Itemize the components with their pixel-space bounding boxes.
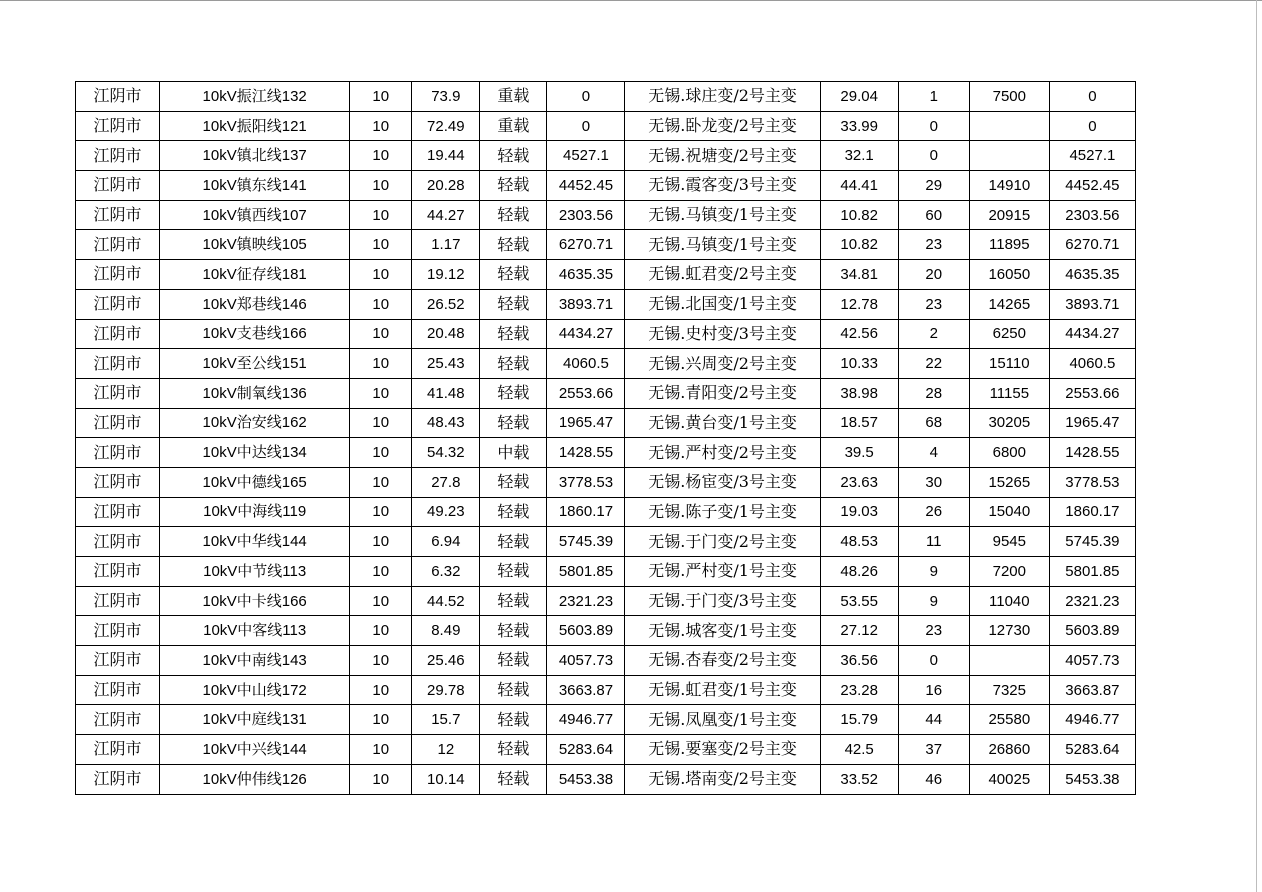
available-capacity-cell: 4946.77	[547, 705, 625, 735]
feeder-line-cell: 10kV振阳线121	[160, 111, 350, 141]
city-cell: 江阴市	[76, 705, 160, 735]
user-count-cell: 9	[898, 586, 969, 616]
transformer-load-cell: 42.56	[820, 319, 898, 349]
voltage-cell: 10	[350, 171, 412, 201]
load-level-cell: 轻载	[480, 319, 547, 349]
feeder-line-cell: 10kV镇西线107	[160, 200, 350, 230]
feeder-line-cell: 10kV镇映线105	[160, 230, 350, 260]
table-row	[76, 467, 1136, 497]
table-row	[76, 557, 1136, 587]
transformer-load-cell: 39.5	[820, 438, 898, 468]
feeder-line-cell: 10kV中山线172	[160, 675, 350, 705]
transformer-load-cell: 44.41	[820, 171, 898, 201]
voltage-cell: 10	[350, 675, 412, 705]
load-rate-cell: 20.48	[412, 319, 480, 349]
page-right-border	[1256, 0, 1257, 892]
voltage-cell: 10	[350, 497, 412, 527]
installed-capacity-cell: 15265	[969, 467, 1049, 497]
substation-transformer-cell: 无锡.兴周变/2号主变	[625, 349, 820, 379]
remaining-capacity-cell: 1860.17	[1049, 497, 1135, 527]
feeder-line-cell: 10kV镇东线141	[160, 171, 350, 201]
table-row	[76, 82, 1136, 112]
user-count-cell: 4	[898, 438, 969, 468]
table-row	[76, 646, 1136, 676]
remaining-capacity-cell: 2321.23	[1049, 586, 1135, 616]
load-level-cell: 重载	[480, 111, 547, 141]
substation-transformer-cell: 无锡.严村变/1号主变	[625, 557, 820, 587]
feeder-line-cell: 10kV中南线143	[160, 646, 350, 676]
installed-capacity-cell: 7200	[969, 557, 1049, 587]
installed-capacity-cell: 11895	[969, 230, 1049, 260]
substation-transformer-cell: 无锡.塔南变/2号主变	[625, 764, 820, 794]
transformer-load-cell: 15.79	[820, 705, 898, 735]
table-row	[76, 378, 1136, 408]
user-count-cell: 1	[898, 82, 969, 112]
user-count-cell: 23	[898, 230, 969, 260]
table-row	[76, 586, 1136, 616]
feeder-line-cell: 10kV征存线181	[160, 260, 350, 290]
city-cell: 江阴市	[76, 111, 160, 141]
installed-capacity-cell: 30205	[969, 408, 1049, 438]
feeder-line-cell: 10kV中华线144	[160, 527, 350, 557]
remaining-capacity-cell: 5801.85	[1049, 557, 1135, 587]
remaining-capacity-cell: 3893.71	[1049, 289, 1135, 319]
load-rate-cell: 15.7	[412, 705, 480, 735]
remaining-capacity-cell: 4057.73	[1049, 646, 1135, 676]
transformer-load-cell: 19.03	[820, 497, 898, 527]
voltage-cell: 10	[350, 260, 412, 290]
available-capacity-cell: 4060.5	[547, 349, 625, 379]
remaining-capacity-cell: 2553.66	[1049, 378, 1135, 408]
load-level-cell: 中载	[480, 438, 547, 468]
table-row	[76, 527, 1136, 557]
installed-capacity-cell: 20915	[969, 200, 1049, 230]
voltage-cell: 10	[350, 200, 412, 230]
available-capacity-cell: 1428.55	[547, 438, 625, 468]
transformer-load-cell: 36.56	[820, 646, 898, 676]
table-row	[76, 764, 1136, 794]
city-cell: 江阴市	[76, 735, 160, 765]
available-capacity-cell: 0	[547, 111, 625, 141]
feeder-line-cell: 10kV振江线132	[160, 82, 350, 112]
city-cell: 江阴市	[76, 527, 160, 557]
voltage-cell: 10	[350, 735, 412, 765]
substation-transformer-cell: 无锡.于门变/3号主变	[625, 586, 820, 616]
voltage-cell: 10	[350, 557, 412, 587]
load-level-cell: 轻载	[480, 200, 547, 230]
load-level-cell: 轻载	[480, 260, 547, 290]
table-row	[76, 349, 1136, 379]
load-rate-cell: 49.23	[412, 497, 480, 527]
load-level-cell: 轻载	[480, 705, 547, 735]
load-rate-cell: 41.48	[412, 378, 480, 408]
remaining-capacity-cell: 4527.1	[1049, 141, 1135, 171]
available-capacity-cell: 3663.87	[547, 675, 625, 705]
table-row	[76, 735, 1136, 765]
feeder-line-cell: 10kV中海线119	[160, 497, 350, 527]
city-cell: 江阴市	[76, 289, 160, 319]
user-count-cell: 16	[898, 675, 969, 705]
voltage-cell: 10	[350, 467, 412, 497]
voltage-cell: 10	[350, 319, 412, 349]
city-cell: 江阴市	[76, 319, 160, 349]
feeder-line-cell: 10kV中德线165	[160, 467, 350, 497]
city-cell: 江阴市	[76, 82, 160, 112]
remaining-capacity-cell: 5745.39	[1049, 527, 1135, 557]
table-row	[76, 705, 1136, 735]
remaining-capacity-cell: 6270.71	[1049, 230, 1135, 260]
load-level-cell: 轻载	[480, 141, 547, 171]
substation-transformer-cell: 无锡.凤凰变/1号主变	[625, 705, 820, 735]
user-count-cell: 26	[898, 497, 969, 527]
substation-transformer-cell: 无锡.马镇变/1号主变	[625, 200, 820, 230]
city-cell: 江阴市	[76, 349, 160, 379]
voltage-cell: 10	[350, 527, 412, 557]
user-count-cell: 44	[898, 705, 969, 735]
feeder-line-cell: 10kV中客线113	[160, 616, 350, 646]
feeder-line-cell: 10kV镇北线137	[160, 141, 350, 171]
available-capacity-cell: 1860.17	[547, 497, 625, 527]
transformer-load-cell: 29.04	[820, 82, 898, 112]
voltage-cell: 10	[350, 438, 412, 468]
feeder-line-cell: 10kV至公线151	[160, 349, 350, 379]
installed-capacity-cell	[969, 646, 1049, 676]
transformer-load-cell: 12.78	[820, 289, 898, 319]
table-row	[76, 141, 1136, 171]
load-level-cell: 轻载	[480, 586, 547, 616]
city-cell: 江阴市	[76, 586, 160, 616]
substation-transformer-cell: 无锡.杨宦变/3号主变	[625, 467, 820, 497]
transformer-load-cell: 18.57	[820, 408, 898, 438]
city-cell: 江阴市	[76, 408, 160, 438]
available-capacity-cell: 4527.1	[547, 141, 625, 171]
user-count-cell: 20	[898, 260, 969, 290]
feeder-line-cell: 10kV中兴线144	[160, 735, 350, 765]
installed-capacity-cell: 6800	[969, 438, 1049, 468]
remaining-capacity-cell: 5453.38	[1049, 764, 1135, 794]
remaining-capacity-cell: 0	[1049, 82, 1135, 112]
user-count-cell: 46	[898, 764, 969, 794]
city-cell: 江阴市	[76, 497, 160, 527]
load-level-cell: 轻载	[480, 764, 547, 794]
user-count-cell: 0	[898, 646, 969, 676]
table-row	[76, 111, 1136, 141]
available-capacity-cell: 3893.71	[547, 289, 625, 319]
substation-transformer-cell: 无锡.黄台变/1号主变	[625, 408, 820, 438]
load-rate-cell: 8.49	[412, 616, 480, 646]
user-count-cell: 23	[898, 289, 969, 319]
transformer-load-cell: 48.26	[820, 557, 898, 587]
available-capacity-cell: 4057.73	[547, 646, 625, 676]
load-level-cell: 轻载	[480, 527, 547, 557]
load-level-cell: 轻载	[480, 289, 547, 319]
installed-capacity-cell: 25580	[969, 705, 1049, 735]
load-level-cell: 轻载	[480, 646, 547, 676]
user-count-cell: 0	[898, 141, 969, 171]
table-body	[76, 82, 1136, 795]
feeder-line-cell: 10kV仲伟线126	[160, 764, 350, 794]
feeder-load-table	[75, 81, 1136, 795]
feeder-line-cell: 10kV中卡线166	[160, 586, 350, 616]
voltage-cell: 10	[350, 378, 412, 408]
transformer-load-cell: 38.98	[820, 378, 898, 408]
transformer-load-cell: 23.28	[820, 675, 898, 705]
feeder-line-cell: 10kV中节线113	[160, 557, 350, 587]
installed-capacity-cell: 7500	[969, 82, 1049, 112]
available-capacity-cell: 0	[547, 82, 625, 112]
user-count-cell: 68	[898, 408, 969, 438]
substation-transformer-cell: 无锡.杏春变/2号主变	[625, 646, 820, 676]
available-capacity-cell: 1965.47	[547, 408, 625, 438]
transformer-load-cell: 32.1	[820, 141, 898, 171]
available-capacity-cell: 5745.39	[547, 527, 625, 557]
available-capacity-cell: 5283.64	[547, 735, 625, 765]
table-row	[76, 260, 1136, 290]
load-level-cell: 轻载	[480, 497, 547, 527]
available-capacity-cell: 5801.85	[547, 557, 625, 587]
city-cell: 江阴市	[76, 230, 160, 260]
load-rate-cell: 20.28	[412, 171, 480, 201]
city-cell: 江阴市	[76, 200, 160, 230]
substation-transformer-cell: 无锡.球庄变/2号主变	[625, 82, 820, 112]
load-level-cell: 轻载	[480, 171, 547, 201]
transformer-load-cell: 34.81	[820, 260, 898, 290]
table-row	[76, 171, 1136, 201]
substation-transformer-cell: 无锡.于门变/2号主变	[625, 527, 820, 557]
load-rate-cell: 19.12	[412, 260, 480, 290]
substation-transformer-cell: 无锡.北国变/1号主变	[625, 289, 820, 319]
installed-capacity-cell	[969, 111, 1049, 141]
remaining-capacity-cell: 4946.77	[1049, 705, 1135, 735]
user-count-cell: 0	[898, 111, 969, 141]
load-rate-cell: 6.94	[412, 527, 480, 557]
transformer-load-cell: 33.99	[820, 111, 898, 141]
load-level-cell: 重载	[480, 82, 547, 112]
remaining-capacity-cell: 5603.89	[1049, 616, 1135, 646]
substation-transformer-cell: 无锡.卧龙变/2号主变	[625, 111, 820, 141]
user-count-cell: 23	[898, 616, 969, 646]
load-rate-cell: 10.14	[412, 764, 480, 794]
installed-capacity-cell: 12730	[969, 616, 1049, 646]
user-count-cell: 30	[898, 467, 969, 497]
installed-capacity-cell: 15110	[969, 349, 1049, 379]
table-row	[76, 289, 1136, 319]
installed-capacity-cell: 14910	[969, 171, 1049, 201]
voltage-cell: 10	[350, 141, 412, 171]
city-cell: 江阴市	[76, 764, 160, 794]
load-rate-cell: 26.52	[412, 289, 480, 319]
transformer-load-cell: 53.55	[820, 586, 898, 616]
substation-transformer-cell: 无锡.霞客变/3号主变	[625, 171, 820, 201]
city-cell: 江阴市	[76, 378, 160, 408]
installed-capacity-cell: 15040	[969, 497, 1049, 527]
installed-capacity-cell: 14265	[969, 289, 1049, 319]
load-rate-cell: 73.9	[412, 82, 480, 112]
load-level-cell: 轻载	[480, 557, 547, 587]
city-cell: 江阴市	[76, 616, 160, 646]
load-rate-cell: 12	[412, 735, 480, 765]
substation-transformer-cell: 无锡.祝塘变/2号主变	[625, 141, 820, 171]
load-rate-cell: 44.52	[412, 586, 480, 616]
voltage-cell: 10	[350, 646, 412, 676]
substation-transformer-cell: 无锡.史村变/3号主变	[625, 319, 820, 349]
load-level-cell: 轻载	[480, 378, 547, 408]
feeder-line-cell: 10kV中达线134	[160, 438, 350, 468]
load-rate-cell: 1.17	[412, 230, 480, 260]
table-row	[76, 675, 1136, 705]
available-capacity-cell: 6270.71	[547, 230, 625, 260]
substation-transformer-cell: 无锡.城客变/1号主变	[625, 616, 820, 646]
city-cell: 江阴市	[76, 467, 160, 497]
transformer-load-cell: 42.5	[820, 735, 898, 765]
voltage-cell: 10	[350, 616, 412, 646]
load-rate-cell: 72.49	[412, 111, 480, 141]
load-rate-cell: 25.46	[412, 646, 480, 676]
voltage-cell: 10	[350, 586, 412, 616]
load-level-cell: 轻载	[480, 349, 547, 379]
user-count-cell: 11	[898, 527, 969, 557]
remaining-capacity-cell: 3663.87	[1049, 675, 1135, 705]
city-cell: 江阴市	[76, 557, 160, 587]
load-rate-cell: 6.32	[412, 557, 480, 587]
city-cell: 江阴市	[76, 171, 160, 201]
voltage-cell: 10	[350, 111, 412, 141]
voltage-cell: 10	[350, 764, 412, 794]
load-rate-cell: 54.32	[412, 438, 480, 468]
transformer-load-cell: 48.53	[820, 527, 898, 557]
substation-transformer-cell: 无锡.虹君变/1号主变	[625, 675, 820, 705]
installed-capacity-cell: 6250	[969, 319, 1049, 349]
installed-capacity-cell: 9545	[969, 527, 1049, 557]
remaining-capacity-cell: 2303.56	[1049, 200, 1135, 230]
available-capacity-cell: 2553.66	[547, 378, 625, 408]
feeder-line-cell: 10kV治安线162	[160, 408, 350, 438]
remaining-capacity-cell: 0	[1049, 111, 1135, 141]
feeder-line-cell: 10kV中庭线131	[160, 705, 350, 735]
remaining-capacity-cell: 3778.53	[1049, 467, 1135, 497]
table-row	[76, 200, 1136, 230]
load-level-cell: 轻载	[480, 230, 547, 260]
installed-capacity-cell: 11155	[969, 378, 1049, 408]
load-level-cell: 轻载	[480, 408, 547, 438]
user-count-cell: 2	[898, 319, 969, 349]
installed-capacity-cell: 7325	[969, 675, 1049, 705]
page-top-border	[0, 0, 1262, 1]
voltage-cell: 10	[350, 82, 412, 112]
available-capacity-cell: 5603.89	[547, 616, 625, 646]
table-row	[76, 319, 1136, 349]
remaining-capacity-cell: 5283.64	[1049, 735, 1135, 765]
load-level-cell: 轻载	[480, 675, 547, 705]
transformer-load-cell: 23.63	[820, 467, 898, 497]
table-row	[76, 497, 1136, 527]
load-rate-cell: 48.43	[412, 408, 480, 438]
remaining-capacity-cell: 4434.27	[1049, 319, 1135, 349]
user-count-cell: 60	[898, 200, 969, 230]
substation-transformer-cell: 无锡.要塞变/2号主变	[625, 735, 820, 765]
installed-capacity-cell	[969, 141, 1049, 171]
table-row	[76, 408, 1136, 438]
remaining-capacity-cell: 4060.5	[1049, 349, 1135, 379]
load-rate-cell: 44.27	[412, 200, 480, 230]
voltage-cell: 10	[350, 230, 412, 260]
user-count-cell: 37	[898, 735, 969, 765]
voltage-cell: 10	[350, 349, 412, 379]
installed-capacity-cell: 11040	[969, 586, 1049, 616]
remaining-capacity-cell: 4635.35	[1049, 260, 1135, 290]
available-capacity-cell: 4635.35	[547, 260, 625, 290]
installed-capacity-cell: 26860	[969, 735, 1049, 765]
transformer-load-cell: 33.52	[820, 764, 898, 794]
installed-capacity-cell: 40025	[969, 764, 1049, 794]
substation-transformer-cell: 无锡.马镇变/1号主变	[625, 230, 820, 260]
voltage-cell: 10	[350, 705, 412, 735]
transformer-load-cell: 10.33	[820, 349, 898, 379]
load-rate-cell: 27.8	[412, 467, 480, 497]
load-rate-cell: 25.43	[412, 349, 480, 379]
user-count-cell: 28	[898, 378, 969, 408]
table-row	[76, 438, 1136, 468]
available-capacity-cell: 2303.56	[547, 200, 625, 230]
available-capacity-cell: 3778.53	[547, 467, 625, 497]
user-count-cell: 9	[898, 557, 969, 587]
city-cell: 江阴市	[76, 646, 160, 676]
feeder-line-cell: 10kV支巷线166	[160, 319, 350, 349]
substation-transformer-cell: 无锡.陈子变/1号主变	[625, 497, 820, 527]
remaining-capacity-cell: 1428.55	[1049, 438, 1135, 468]
feeder-line-cell: 10kV郑巷线146	[160, 289, 350, 319]
voltage-cell: 10	[350, 408, 412, 438]
city-cell: 江阴市	[76, 260, 160, 290]
transformer-load-cell: 27.12	[820, 616, 898, 646]
city-cell: 江阴市	[76, 675, 160, 705]
user-count-cell: 29	[898, 171, 969, 201]
city-cell: 江阴市	[76, 438, 160, 468]
table-row	[76, 616, 1136, 646]
available-capacity-cell: 4452.45	[547, 171, 625, 201]
load-level-cell: 轻载	[480, 735, 547, 765]
feeder-line-cell: 10kV制氧线136	[160, 378, 350, 408]
transformer-load-cell: 10.82	[820, 230, 898, 260]
load-level-cell: 轻载	[480, 467, 547, 497]
table-row	[76, 230, 1136, 260]
voltage-cell: 10	[350, 289, 412, 319]
substation-transformer-cell: 无锡.青阳变/2号主变	[625, 378, 820, 408]
load-rate-cell: 19.44	[412, 141, 480, 171]
transformer-load-cell: 10.82	[820, 200, 898, 230]
user-count-cell: 22	[898, 349, 969, 379]
load-rate-cell: 29.78	[412, 675, 480, 705]
remaining-capacity-cell: 1965.47	[1049, 408, 1135, 438]
available-capacity-cell: 2321.23	[547, 586, 625, 616]
substation-transformer-cell: 无锡.虹君变/2号主变	[625, 260, 820, 290]
city-cell: 江阴市	[76, 141, 160, 171]
available-capacity-cell: 5453.38	[547, 764, 625, 794]
remaining-capacity-cell: 4452.45	[1049, 171, 1135, 201]
load-level-cell: 轻载	[480, 616, 547, 646]
installed-capacity-cell: 16050	[969, 260, 1049, 290]
substation-transformer-cell: 无锡.严村变/2号主变	[625, 438, 820, 468]
available-capacity-cell: 4434.27	[547, 319, 625, 349]
